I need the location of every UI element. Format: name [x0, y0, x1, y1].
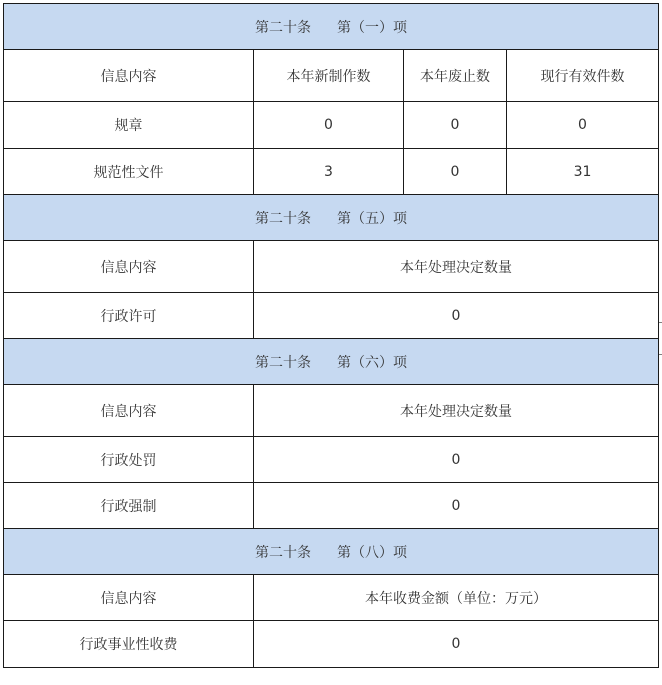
column-header-row — [4, 575, 659, 621]
row-label: 规章 — [4, 102, 254, 149]
section-header-row — [4, 195, 659, 241]
article-label: 第二十条 — [255, 19, 311, 36]
column-header: 信息内容 — [4, 385, 254, 437]
column-header: 信息内容 — [4, 50, 254, 102]
row-label: 行政事业性收费 — [4, 621, 254, 668]
table-cell: 0 — [254, 483, 659, 529]
article-label: 第二十条 — [255, 354, 311, 371]
section-title — [4, 339, 659, 385]
table-row — [4, 102, 659, 149]
section-header-row — [4, 4, 659, 50]
table-row — [4, 149, 659, 195]
row-label: 行政处罚 — [4, 437, 254, 483]
table-cell: 0 — [507, 102, 659, 149]
table-row — [4, 437, 659, 483]
item-label: 第（五）项 — [337, 210, 407, 227]
table-cell: 0 — [254, 621, 659, 668]
section-title — [4, 195, 659, 241]
section-header-row — [4, 339, 659, 385]
table-cell: 0 — [254, 437, 659, 483]
section-title — [4, 4, 659, 50]
column-header: 信息内容 — [4, 575, 254, 621]
column-header-row — [4, 241, 659, 293]
table-cell: 3 — [254, 149, 404, 195]
item-label: 第（一）项 — [337, 19, 407, 36]
column-header: 本年处理决定数量 — [254, 385, 659, 437]
table-cell: 0 — [254, 102, 404, 149]
row-label: 行政许可 — [4, 293, 254, 339]
article-label: 第二十条 — [255, 544, 311, 561]
table-cell: 0 — [404, 102, 507, 149]
item-label: 第（六）项 — [337, 354, 407, 371]
column-header: 本年处理决定数量 — [254, 241, 659, 293]
column-header: 本年收费金额（单位：万元） — [254, 575, 659, 621]
item-label: 第（八）项 — [337, 544, 407, 561]
column-header: 本年新制作数 — [254, 50, 404, 102]
table-row — [4, 483, 659, 529]
column-header: 现行有效件数 — [507, 50, 659, 102]
table-cell: 0 — [254, 293, 659, 339]
table-cell: 31 — [507, 149, 659, 195]
row-label: 规范性文件 — [4, 149, 254, 195]
column-header-row — [4, 385, 659, 437]
row-label: 行政强制 — [4, 483, 254, 529]
article-label: 第二十条 — [255, 210, 311, 227]
section-title — [4, 529, 659, 575]
column-header: 本年废止数 — [404, 50, 507, 102]
disclosure-table — [3, 3, 659, 668]
column-header-row — [4, 50, 659, 102]
table-row — [4, 621, 659, 668]
column-header: 信息内容 — [4, 241, 254, 293]
table-cell: 0 — [404, 149, 507, 195]
section-header-row — [4, 529, 659, 575]
table-row — [4, 293, 659, 339]
